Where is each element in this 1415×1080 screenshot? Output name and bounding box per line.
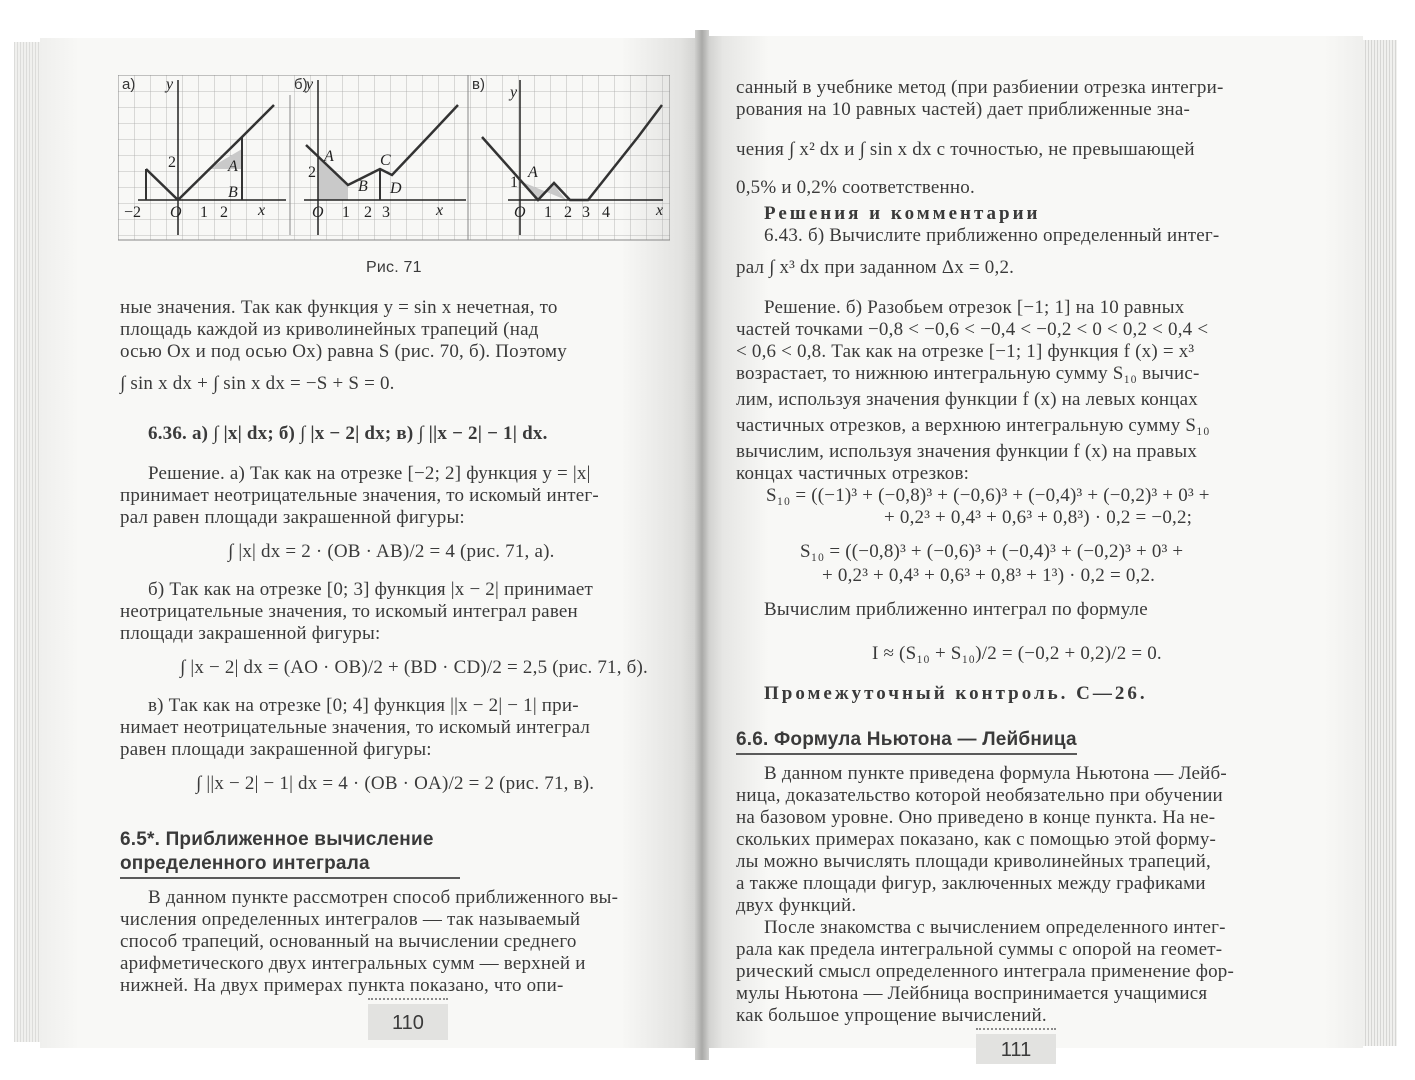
right-para1-line-4: скольких примерах показано, как с помощью этой форму- xyxy=(736,829,1217,850)
left-para-line-1: В данном пункте рассмотрен способ приближенного вы- xyxy=(148,887,619,908)
left-formula-a: ∫ |x| dx = 2 · (OB · AB)/2 = 4 (рис. 71, а). xyxy=(228,541,555,562)
left-page-number-rule xyxy=(368,998,448,1000)
figure-71 xyxy=(118,75,670,245)
panel-b-point-B: B xyxy=(358,178,368,195)
left-solution-c-1: в) Так как на отрезке [0; 4] функция ||x − 2| − 1| при- xyxy=(148,695,579,716)
right-para2-line-5: как большое упрощение вычислений. xyxy=(736,1005,1047,1026)
panel-a-x-label: x xyxy=(258,202,266,219)
right-solution-line-1: Решение. б) Разобьем отрезок [−1; 1] на 10 равных xyxy=(764,297,1185,318)
panel-c-origin: O xyxy=(514,204,526,221)
right-line-3: чения ∫ x² dx и ∫ sin x dx с точностью, не превышающей xyxy=(736,139,1195,160)
lower-sum-formula-line-1: S₁₀ = ((−1)³ + (−0,8)³ + (−0,6)³ + (−0,4)³ + (−0,2)³ + 0³ + xyxy=(766,485,1210,506)
panel-a-origin: O xyxy=(170,204,182,221)
lower-sum-formula-line-2: + 0,2³ + 0,4³ + 0,6³ + 0,8³) · 0,2 = −0,2; xyxy=(884,507,1193,528)
left-para-line-3: способ трапеций, основанный на вычислении среднего xyxy=(120,931,577,952)
panel-c-y-label: y xyxy=(510,84,518,101)
left-formula-sin: ∫ sin x dx + ∫ sin x dx = −S + S = 0. xyxy=(120,373,395,394)
left-solution-a-1: Решение. а) Так как на отрезке [−2; 2] функция y = |x| xyxy=(148,463,591,484)
task-6-43-line-1: 6.43. б) Вычислите приближенно определенный интег- xyxy=(764,225,1220,246)
right-para1-line-7: двух функций. xyxy=(736,895,857,916)
panel-c-tick-3: 3 xyxy=(582,204,590,221)
right-line-2: рования на 10 равных частей) дает приближенные зна- xyxy=(736,99,1191,120)
panel-a-tick-y2: 2 xyxy=(168,154,176,171)
task-6-43-line-2: рал ∫ x³ dx при заданном Δx = 0,2. xyxy=(736,257,1015,278)
right-para1-line-5: лы можно вычислять площади криволинейных трапеций, xyxy=(736,851,1211,872)
panel-a-tick-2: 2 xyxy=(220,204,228,221)
right-solution-line-2: частей точками −0,8 < −0,6 < −0,4 < −0,2 < 0 < 0,2 < 0,4 < xyxy=(736,319,1209,340)
left-solution-c-2: нимает неотрицательные значения, то искомый интеграл xyxy=(120,717,591,738)
right-solution-line-5: лим, используя значения функции f (x) на левых концах xyxy=(736,389,1198,410)
upper-sum-formula-line-1: S₁₀ = ((−0,8)³ + (−0,6)³ + (−0,4)³ + (−0,2)³ + 0³ + xyxy=(800,541,1184,562)
right-solution-line-7: вычислим, используя значения функции f (x) на правых xyxy=(736,441,1198,462)
right-para1-line-3: на базовом уровне. Оно приведено в конце пункта. На не- xyxy=(736,807,1216,828)
solutions-heading: Решения и комментарии xyxy=(764,203,1041,224)
panel-b-label: б) xyxy=(294,76,308,93)
panel-c-label: в) xyxy=(472,76,485,93)
right-solution-line-8: концах частичных отрезков: xyxy=(736,463,970,484)
book-gutter xyxy=(695,30,709,1060)
panel-a-point-B: B xyxy=(228,184,238,201)
right-page-number-rule xyxy=(976,1028,1056,1030)
panel-b-tick-3: 3 xyxy=(382,204,390,221)
right-line-1: санный в учебнике метод (при разбиении отрезка интегри- xyxy=(736,77,1224,98)
exercise-6-36: 6.36. а) ∫ |x| dx; б) ∫ |x − 2| dx; в) ∫ ||x − 2| − 1| dx. xyxy=(148,423,548,444)
right-para2-line-2: рала как предела интегральной суммы с опорой на геомет- xyxy=(736,939,1223,960)
panel-c-tick-y1: 1 xyxy=(510,174,518,191)
left-line-2: площадь каждой из криволинейных трапеций (над xyxy=(120,319,539,340)
right-solution-line-6: частичных отрезков, а верхнюю интегральную сумму S₁₀ xyxy=(736,415,1210,436)
approx-intro: Вычислим приближенно интеграл по формуле xyxy=(764,599,1148,620)
left-page-edges xyxy=(14,42,40,1042)
left-solution-a-3: рал равен площади закрашенной фигуры: xyxy=(120,507,465,528)
panel-b-y-label: y xyxy=(306,76,314,93)
right-para2-line-1: После знакомства с вычислением определенного интег- xyxy=(764,917,1226,938)
right-solution-line-4: возрастает, то нижнюю интегральную сумму S₁₀ вычис- xyxy=(736,363,1200,384)
intermediate-control: Промежуточный контроль. С—26. xyxy=(764,683,1148,704)
panel-b-origin: O xyxy=(312,204,324,221)
right-para2-line-3: рический смысл определенного интеграла применение фор- xyxy=(736,961,1235,982)
panel-a-label: а) xyxy=(122,76,136,93)
panel-b-point-D: D xyxy=(390,180,402,197)
right-para1-line-6: а также площади фигур, заключенных между графиками xyxy=(736,873,1206,894)
panel-b-tick-y2: 2 xyxy=(308,164,316,181)
panel-c-tick-1: 1 xyxy=(544,204,552,221)
right-para1-line-1: В данном пункте приведена формула Ньютона — Лейб- xyxy=(764,763,1227,784)
left-formula-c: ∫ ||x − 2| − 1| dx = 4 · (OB · OA)/2 = 2 (рис. 71, в). xyxy=(196,773,595,794)
right-solution-line-3: < 0,6 < 0,8. Так как на отрезке [−1; 1] функция f (x) = x³ xyxy=(736,341,1195,362)
left-line-1: ные значения. Так как функция y = sin x нечетная, то xyxy=(120,297,558,318)
left-solution-b-3: площади закрашенной фигуры: xyxy=(120,623,381,644)
section-heading-6-5-line1: 6.5*. Приближенное вычисление xyxy=(120,829,434,850)
panel-b-point-A: A xyxy=(324,148,334,165)
left-line-3: осью Ox и под осью Ox) равна S (рис. 70, б). Поэтому xyxy=(120,341,567,362)
right-para2-line-4: мулы Ньютона — Лейбница воспринимается учащимися xyxy=(736,983,1208,1004)
left-solution-b-1: б) Так как на отрезке [0; 3] функция |x − 2| принимает xyxy=(148,579,593,600)
panel-a-point-A: A xyxy=(228,158,238,175)
panel-c-x-label: x xyxy=(656,202,664,219)
panel-a-y-label: y xyxy=(166,76,174,93)
left-formula-b: ∫ |x − 2| dx = (AO · OB)/2 + (BD · CD)/2 = 2,5 (рис. 71, б). xyxy=(180,657,648,678)
panel-c-tick-2: 2 xyxy=(564,204,572,221)
panel-b-x-label: x xyxy=(436,202,444,219)
section-heading-6-6: 6.6. Формула Ньютона — Лейбница xyxy=(736,728,1077,755)
left-solution-c-3: равен площади закрашенной фигуры: xyxy=(120,739,432,760)
right-page-number: 111 xyxy=(976,1034,1056,1064)
panel-a-tick-1: 1 xyxy=(200,204,208,221)
right-page-edges xyxy=(1363,40,1397,1046)
section-heading-6-5-line2: определенного интеграла xyxy=(120,852,460,879)
panel-c-tick-4: 4 xyxy=(602,204,610,221)
figure-caption: Рис. 71 xyxy=(366,259,422,276)
panel-b-tick-1: 1 xyxy=(342,204,350,221)
left-solution-a-2: принимает неотрицательные значения, то искомый интег- xyxy=(120,485,599,506)
left-para-line-5: нижней. На двух примерах пункта показано, что опи- xyxy=(120,975,564,996)
right-para1-line-2: ница, доказательство которой необязательно при обучении xyxy=(736,785,1223,806)
panel-c-point-A: A xyxy=(528,164,538,181)
panel-b-point-C: C xyxy=(380,152,391,169)
approx-formula: I ≈ (S₁₀ + S₁₀)/2 = (−0,2 + 0,2)/2 = 0. xyxy=(872,643,1162,664)
left-para-line-4: арифметического двух интегральных сумм — верхней и xyxy=(120,953,586,974)
upper-sum-formula-line-2: + 0,2³ + 0,4³ + 0,6³ + 0,8³ + 1³) · 0,2 = 0,2. xyxy=(822,565,1156,586)
panel-b-tick-2: 2 xyxy=(364,204,372,221)
right-line-4: 0,5% и 0,2% соответственно. xyxy=(736,177,975,198)
panel-a-tick-m2: −2 xyxy=(124,204,142,221)
left-page-number: 110 xyxy=(368,1004,448,1040)
left-para-line-2: числения определенных интегралов — так называемый xyxy=(120,909,581,930)
left-solution-b-2: неотрицательные значения, то искомый интеграл равен xyxy=(120,601,578,622)
